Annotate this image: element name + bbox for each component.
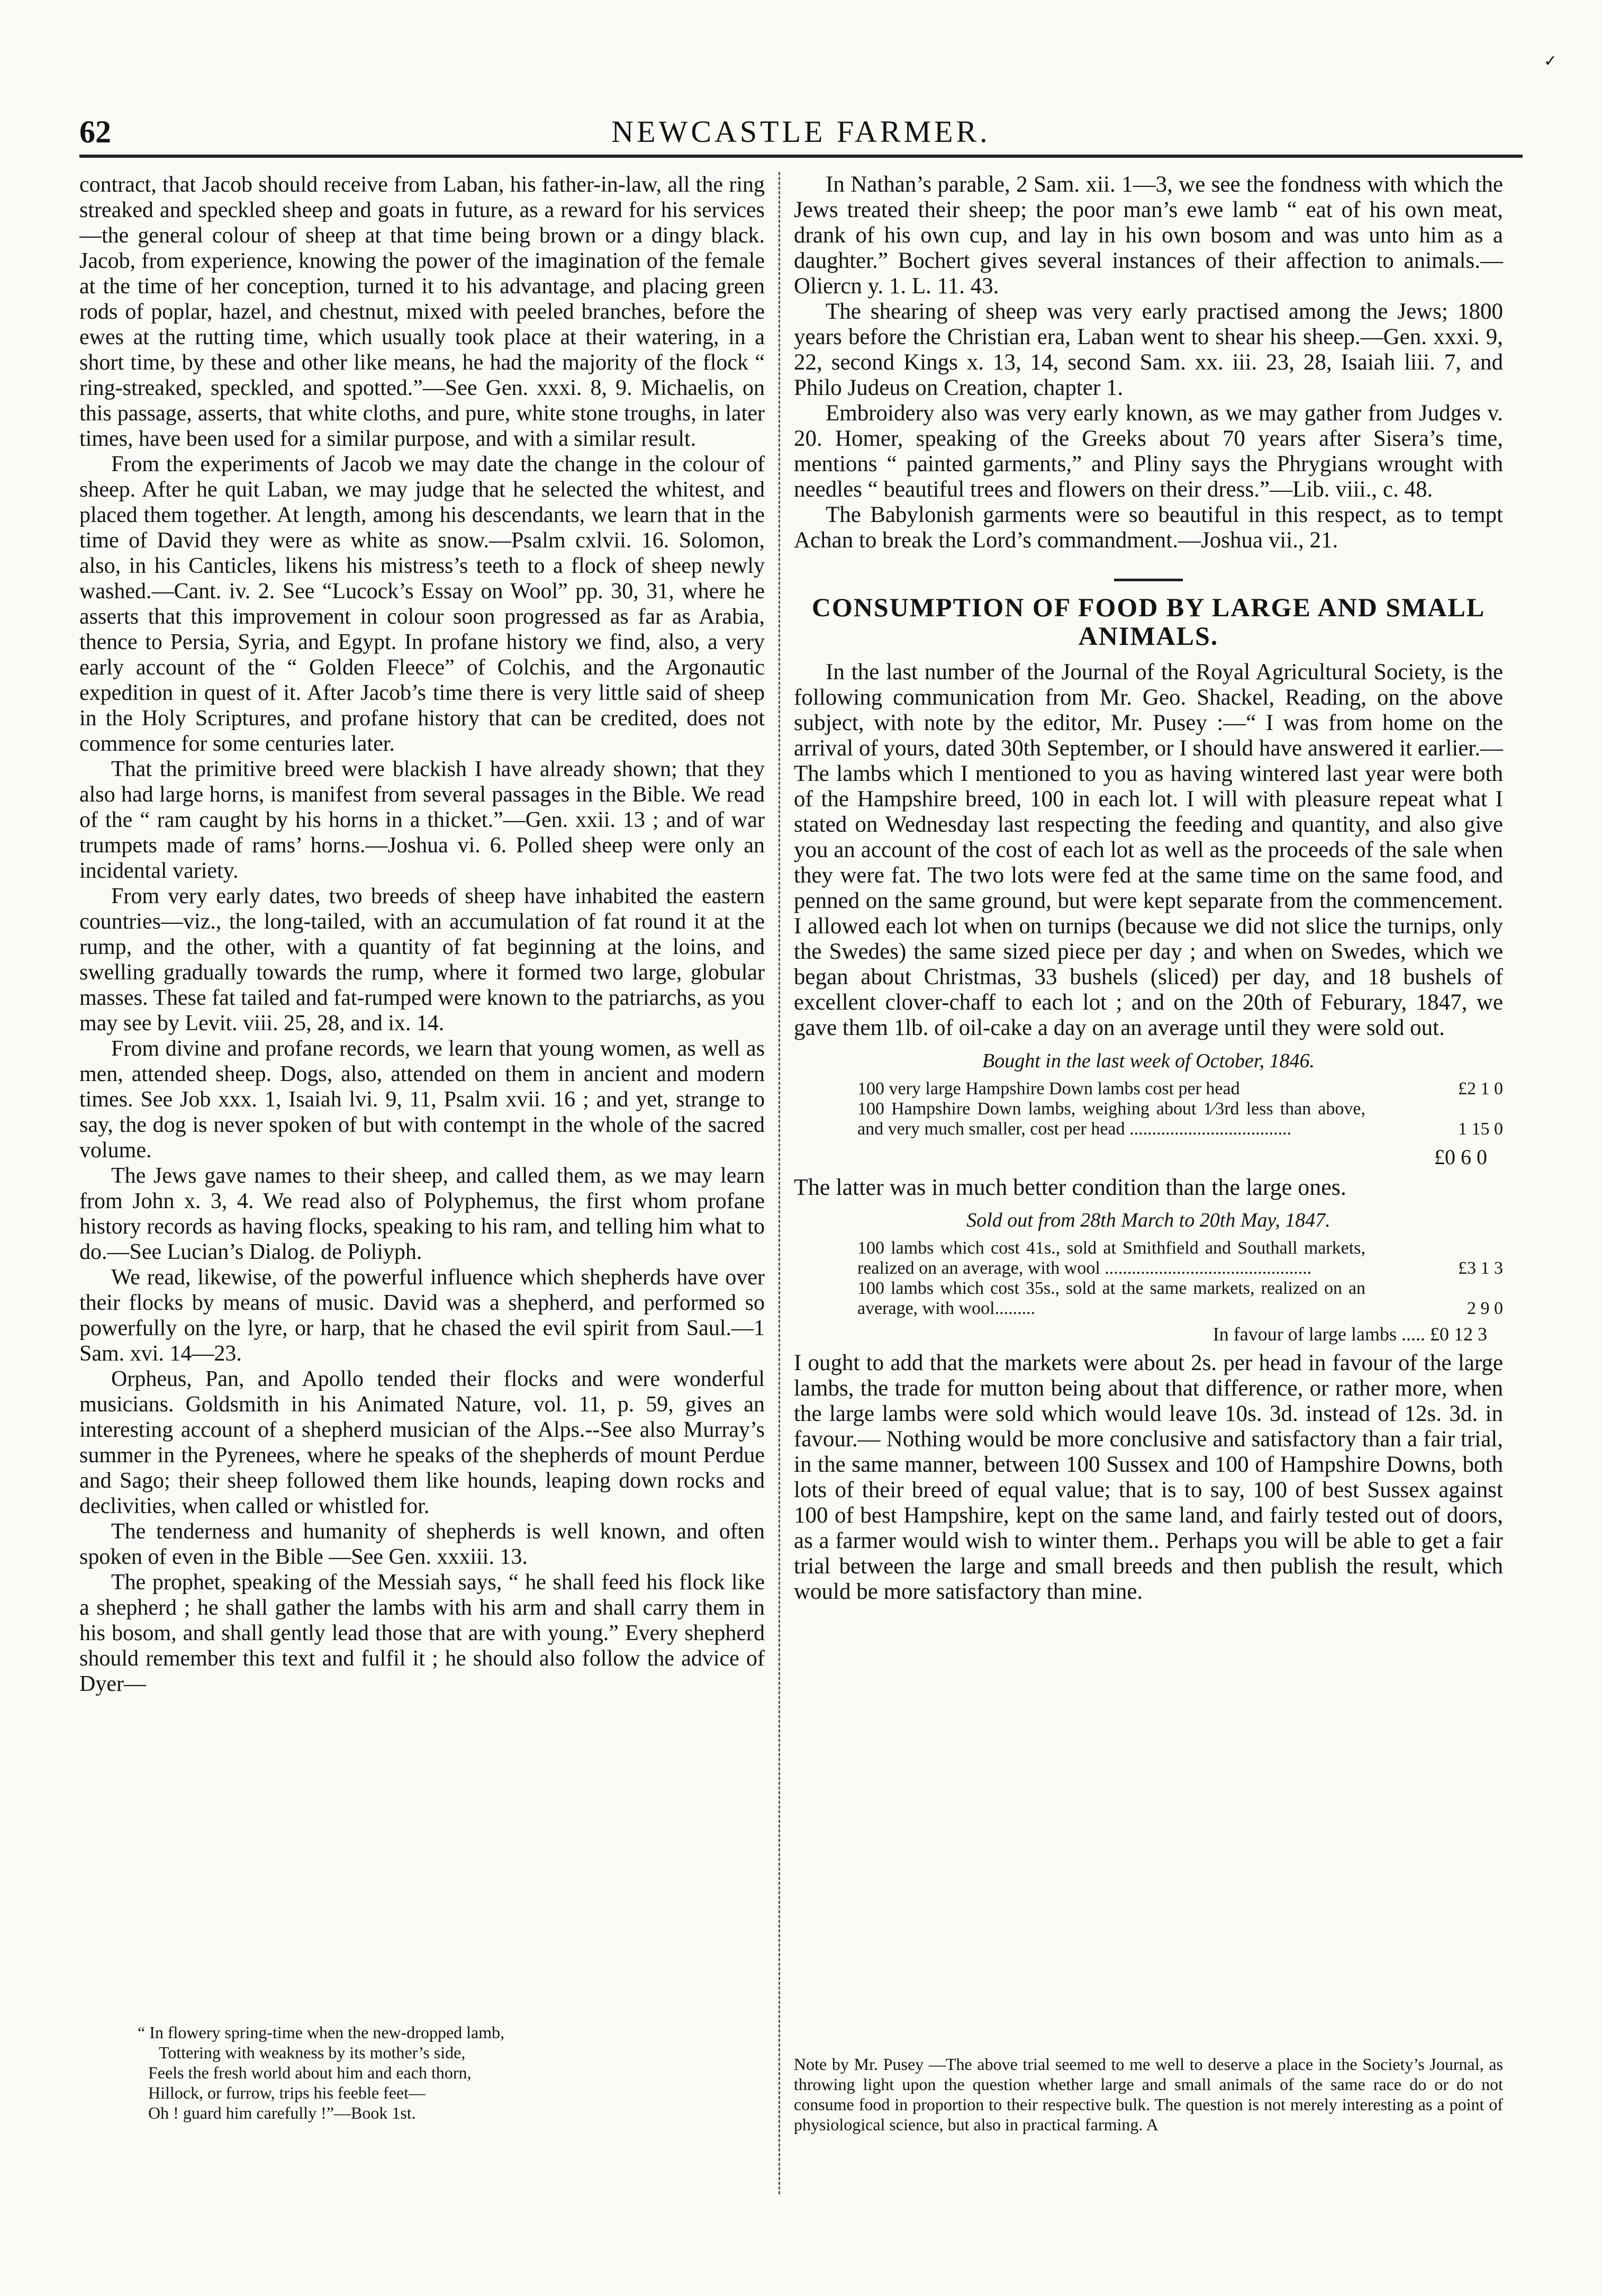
section-rule: [1114, 579, 1183, 581]
poem-line: Feels the fresh world about him and each thorn,: [148, 2063, 472, 2082]
table-row: [794, 1278, 1503, 1319]
header-rule: [79, 155, 1523, 158]
summary-line: The latter was in much better condition than the large ones.: [794, 1174, 1346, 1200]
article-heading: CONSUMPTION OF FOOD BY LARGE AND SMALL ANIMALS.: [811, 592, 1486, 651]
poem-line: Tottering with weakness by its mother’s side,: [159, 2043, 466, 2062]
paragraph: From divine and profane records, we learn that young women, as well as men, attended sheep. Dogs, also, attended on them in ancient and modern times. See Job xxx. 1, Isaiah lvi. 9, 11, Psalm xvii. 16 ; and yet, strange to say, the dog is never spoken of but with contempt in the whole of the sacred volume.: [79, 1037, 765, 1163]
row-description: 100 very large Hampshire Down lambs cost per head: [857, 1079, 1240, 1099]
running-title: NEWCASTLE FARMER.: [611, 114, 991, 149]
poem-line: Hillock, or furrow, trips his feeble feet—: [148, 2083, 426, 2102]
paragraph: From very early dates, two breeds of sheep have inhabited the eastern countries—viz., the long-tailed, with an accumulation of fat round it at the rump, and the other, with a quantity of fat beginning at the loins, and swelling gradually towards the rump, where it formed two large, globular masses. These fat tailed and fat-rumped were known to the patriarchs, as you may see by Levit. viii. 25, 28, and ix. 14.: [79, 884, 765, 1036]
row-description: 100 lambs which cost 41s., sold at Smithfield and Southall markets, realized on an average, with wool ..............................................: [857, 1238, 1365, 1278]
paragraph: That the primitive breed were blackish I have already shown; that they also had large horns, is manifest from several passages in the Bible. We read of the “ ram caught by his horns in a thicket.”—Gen. xxii. 13 ; and of war trumpets made of rams’ horns.—Joshua vi. 6. Polled sheep were only an incidental variety.: [79, 757, 765, 883]
sold-table: [794, 1238, 1503, 1319]
editor-note: Note by Mr. Pusey —The above trial seemed to me well to deserve a place in the Society’s Journal, as throwing light upon the question whether large and small animals of the same race do or do not consume food in proportion to their respective bulk. The question is not merely interesting as a point of physiological science, but also in practical farming. A: [794, 2055, 1503, 2134]
row-amount: £2 1 0: [1458, 1079, 1503, 1099]
bought-total: £0 6 0: [1434, 1145, 1487, 1169]
row-amount: 1 15 0: [1458, 1119, 1503, 1139]
column-divider: [779, 172, 780, 2194]
table-row: [794, 1099, 1503, 1139]
paragraph: The shearing of sheep was very early practised among the Jews; 1800 years before the Christian era, Laban went to shear his sheep.—Gen. xxxi. 9, 22, second Kings x. 13, 14, second Sam. xx. iii. 23, 28, Isaiah liii. 7, and Philo Judeus on Creation, chapter 1.: [794, 299, 1503, 400]
bought-caption: Bought in the last week of October, 1846.: [982, 1050, 1315, 1072]
paragraph: The tenderness and humanity of shepherds is well known, and often spoken of even in the Bible —See Gen. xxxiii. 13.: [79, 1519, 765, 1569]
row-description: 100 lambs which cost 35s., sold at the same markets, realized on an average, with wool.........: [857, 1278, 1365, 1318]
corner-mark: ✓: [1543, 52, 1557, 70]
paragraph: Orpheus, Pan, and Apollo tended their flocks and were wonderful musicians. Goldsmith in his Animated Nature, vol. 11, p. 59, gives an interesting account of a shepherd musician of the Alps.--See also Murray’s summer in the Pyrenees, where he speaks of the shepherds of mount Perdue and Sago; their sheep followed them like hounds, leaping down rocks and declivities, when called or whistled for.: [79, 1367, 765, 1518]
paragraph: The prophet, speaking of the Messiah says, “ he shall feed his flock like a shepherd ; he shall gather the lambs with his arm and shall carry them in his bosom, and shall gently lead those that are with young.” Every shepherd should remember this text and fulfil it ; he should also follow the advice of Dyer—: [79, 1570, 765, 1696]
paragraph: We read, likewise, of the powerful influence which shepherds have over their flocks by means of music. David was a shepherd, and performed so powerfully on the lyre, or harp, that he chased the evil spirit from Saul.—1 Sam. xvi. 14—23.: [79, 1265, 765, 1366]
paragraph: The Jews gave names to their sheep, and called them, as we may learn from John x. 3, 4. We read also of Polyphemus, the first whom profane history records as having flocks, speaking to his ram, and telling him what to do.—See Lucian’s Dialog. de Poliyph.: [79, 1164, 765, 1264]
row-amount: £3 1 3: [1458, 1258, 1503, 1278]
sold-caption: Sold out from 28th March to 20th May, 1847.: [966, 1209, 1331, 1231]
poem-line: “ In flowery spring-time when the new-dropped lamb,: [138, 2023, 505, 2042]
article-paragraph: In the last number of the Journal of the Royal Agricultural Society, is the following communication from Mr. Geo. Shackel, Reading, on the above subject, with note by the editor, Mr. Pusey :—“ I was from home on the arrival of yours, dated 30th September, or I should have answered it earlier.— The lambs which I mentioned to you as having wintered last year were both of the Hampshire breed, 100 in each lot. I will with pleasure repeat what I stated on Wednesday last respecting the feeding and quantity, and also give you an account of the cost of each lot as well as the proceeds of the sale when they were fat. The two lots were fed at the same time on the same food, and penned on the same ground, but were kept separate from the commencement. I allowed each lot when on turnips (because we did not slice the turnips, only the Swedes) the same sized piece per day ; and when on Swedes, which we began about Christmas, 33 bushels (sliced) per day, and 18 bushels of excellent clover-chaff to each lot ; and on the 20th of Feburary, 1847, we gave them 1lb. of oil-cake a day on an average until they were sold out.: [794, 660, 1503, 1040]
right-column: [794, 172, 1503, 1605]
favour-line: [794, 1323, 1503, 1345]
bought-table: [794, 1079, 1503, 1139]
table-row: [794, 1238, 1503, 1278]
row-amount: 2 9 0: [1467, 1299, 1503, 1318]
poem-quote: [138, 2022, 730, 2123]
paragraph: In Nathan’s parable, 2 Sam. xii. 1—3, we see the fondness with which the Jews treated their sheep; the poor man’s ewe lamb “ eat of his own meat, drank of his own cup, and lay in his own bosom and was unto him as a daughter.” Bochert gives several instances of their affection to animals.—Oliercn y. 1. L. 11. 43.: [794, 172, 1503, 299]
page-header: [79, 109, 1523, 151]
paragraph: Embroidery also was very early known, as we may gather from Judges v. 20. Homer, speaking of the Greeks about 70 years after Sisera’s time, mentions “ painted garments,” and Pliny says the Phrygians wrought with needles “ beautiful trees and flowers on their dress.”—Lib. viii., c. 48.: [794, 401, 1503, 502]
paragraph: contract, that Jacob should receive from Laban, his father-in-law, all the ring streaked and speckled sheep and goats in future, as a reward for his services—the general colour of sheep at that time being brown or a dingy black. Jacob, from experience, knowing the power of the imagination of the female at the time of her conception, turned it to his advantage, and placing green rods of poplar, hazel, and chestnut, mixed with peeled branches, before the ewes at the rutting time, which usually took place at their watering, in a short time, by these and other like means, he had the majority of the flock “ ring-streaked, speckled, and spotted.”—See Gen. xxxi. 8, 9. Michaelis, on this passage, asserts, that white cloths, and pure, white stone troughs, in later times, have been used for a similar purpose, and with a similar result.: [79, 173, 765, 451]
closing-paragraph: I ought to add that the markets were about 2s. per head in favour of the large lambs, the trade for mutton being about that difference, or rather more, when the large lambs were sold which would leave 10s. 3d. instead of 12s. 3d. in favour.— Nothing would be more conclusive and satisfactory than a fair trial, in the same manner, between 100 Sussex and 100 of Hampshire Downs, both lots of their breed of equal value; that is to say, 100 of best Sussex against 100 of best Hampshire, kept on the same land, and fairly tested out of doors, as a farmer would wish to winter them.. Perhaps you will be able to get a fair trial between the large and small breeds and then publish the result, which would be more satisfactory than mine.: [794, 1350, 1503, 1604]
left-column: [79, 172, 765, 1697]
favour-label: In favour of large lambs .....: [1212, 1323, 1425, 1345]
paragraph: From the experiments of Jacob we may date the change in the colour of sheep. After he quit Laban, we may judge that he selected the whitest, and placed them together. At length, among his descendants, we learn that in the time of David they were as white as snow.—Psalm cxlvii. 16. Solomon, also, in his Canticles, likens his mistress’s teeth to a flock of sheep newly washed.—Cant. iv. 2. See “Lucock’s Essay on Wool” pp. 30, 31, where he asserts that this improvement in colour soon progressed as far as Arabia, thence to Persia, Syria, and Egypt. In profane history we find, also, a very early account of the “ Golden Fleece” of Colchis, and the Argonautic expedition in quest of it. After Jacob’s time there is very little said of sheep in the Holy Scriptures, and profane history that can be credited, does not commence for some centuries later.: [79, 452, 765, 756]
page-number: 62: [79, 114, 111, 149]
table-row: [794, 1079, 1503, 1099]
poem-line: Oh ! guard him carefully !”—Book 1st.: [148, 2103, 416, 2122]
paragraph: The Babylonish garments were so beautiful in this respect, as to tempt Achan to break the Lord’s commandment.—Joshua vii., 21.: [794, 502, 1503, 553]
row-description: 100 Hampshire Down lambs, weighing about 1⁄3rd less than above, and very much smaller, cost per head ....................................: [857, 1099, 1365, 1139]
favour-amount: £0 12 3: [1430, 1323, 1487, 1345]
